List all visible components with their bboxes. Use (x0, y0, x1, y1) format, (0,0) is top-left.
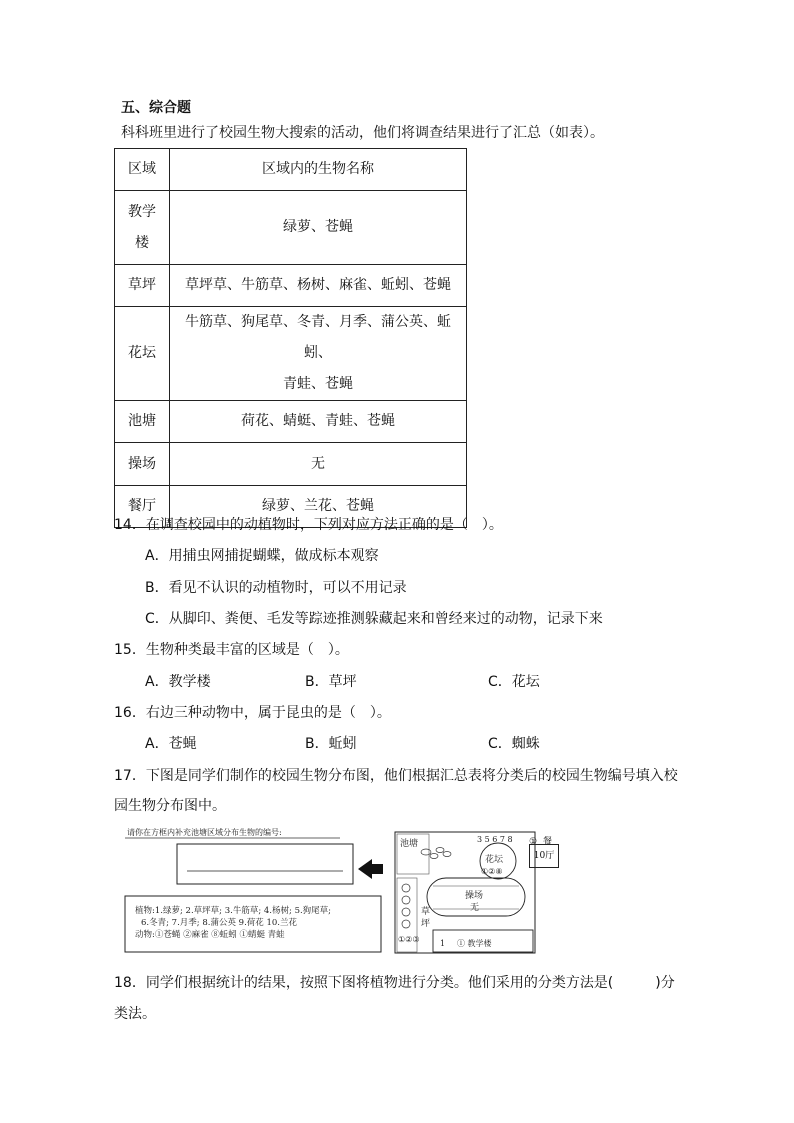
table-cell-area: 花坛 (115, 307, 170, 401)
lawn-animals: ①②③ (398, 935, 420, 944)
canteen-box (529, 844, 559, 868)
table-cell-organisms (170, 307, 467, 401)
table-cell-organisms (170, 265, 467, 307)
table-cell-area: 操场 (115, 443, 170, 486)
table-header-area: 区域 (115, 149, 170, 191)
figure-prompt: 请你在方框内补充池塘区域分布生物的编号: (127, 828, 282, 837)
table-row (115, 401, 467, 443)
legend-plants-2: 6.冬青; 7.月季; 8.蒲公英 9.荷花 10.兰花 (141, 918, 297, 928)
table-cell-area (115, 191, 170, 265)
q14-option-b: B．看见不认识的动植物时，可以不用记录 (145, 580, 407, 596)
question-15: 15．生物种类最丰富的区域是（ ）。 (114, 642, 349, 658)
table-cell-organisms (170, 401, 467, 443)
organism-line: 草坪草、牛筋草、杨树、麻雀、蚯蚓、苍蝇 (185, 277, 451, 293)
organism-line: 青蛙、苍蝇 (283, 376, 353, 392)
answer-box[interactable] (177, 844, 353, 884)
question-18-line2: 类法。 (114, 1006, 156, 1022)
q14-option-c: C．从脚印、粪便、毛发等踪迹推测躲藏起来和曾经来过的动物，记录下来 (145, 611, 603, 627)
left-arrow-icon (358, 859, 383, 879)
question-14: 14．在调查校园中的动植物时，下列对应方法正确的是（ ）。 (114, 517, 503, 533)
canteen-top: 餐 (543, 837, 553, 847)
legend-plants-1: 植物:1.绿萝; 2.草坪草; 3.牛筋草; 4.杨树; 5.狗尾草; (135, 906, 332, 916)
q16-option-b: B．蚯蚓 (305, 736, 357, 752)
table-header-organisms: 区域内的生物名称 (170, 149, 467, 191)
table-cell-area: 草坪 (115, 265, 170, 307)
area-line: 教学 (128, 203, 156, 220)
canteen-animal: ① (529, 837, 538, 847)
q16-option-c: C．蜘蛛 (488, 736, 540, 752)
playground-label: 操场 (465, 891, 484, 901)
flowerbed-animals: ①②⑧ (481, 867, 503, 876)
playground-value: 无 (470, 903, 480, 913)
table-cell-organisms (170, 191, 467, 265)
table-row (115, 443, 467, 486)
area-line: 楼 (135, 234, 149, 251)
organism-line: 绿萝、兰花、苍蝇 (262, 498, 374, 514)
section-title: 五、综合题 (121, 100, 191, 116)
section-intro: 科科班里进行了校园生物大搜索的活动，他们将调查结果进行了汇总（如表）。 (121, 125, 604, 141)
building-label: ① 教学楼 (457, 939, 492, 948)
question-17-line1: 17．下图是同学们制作的校园生物分布图，他们根据汇总表将分类后的校园生物编号填入校 (114, 768, 678, 784)
survey-table (114, 148, 467, 528)
flowerbed-label: 花坛 (485, 855, 504, 865)
legend-animals: 动物:①苍蝇 ②麻雀 ⑧蚯蚓 ①蜻蜓 青蛙 (135, 930, 285, 940)
table-cell-organisms (170, 443, 467, 486)
pond-label: 池塘 (400, 839, 419, 849)
organism-line: 牛筋草、狗尾草、冬青、月季、蒲公英、蚯蚓、 (185, 314, 451, 361)
table-row (115, 191, 467, 265)
q15-option-a: A．教学楼 (145, 674, 211, 690)
question-16: 16．右边三种动物中，属于昆虫的是（ ）。 (114, 705, 391, 721)
question-18-line1: 18．同学们根据统计的结果，按照下图将植物进行分类。他们采用的分类方法是( )分 (114, 975, 675, 991)
organism-line: 绿萝、苍蝇 (283, 219, 353, 235)
organism-line: 荷花、蜻蜓、青蛙、苍蝇 (241, 413, 395, 429)
q16-option-a: A．苍蝇 (145, 736, 197, 752)
table-cell-area: 池塘 (115, 401, 170, 443)
lotus-icon (421, 848, 451, 859)
table-row (115, 265, 467, 307)
tree-icons (402, 884, 410, 928)
table-row (115, 307, 467, 401)
q14-option-a: A．用捕虫网捕捉蝴蝶，做成标本观察 (145, 548, 379, 564)
building-number: 1 (440, 939, 446, 948)
lawn-bottom: 坪 (421, 919, 431, 929)
q15-option-c: C．花坛 (488, 674, 540, 690)
lawn-top: 草 (421, 907, 431, 917)
flowerbed-numbers: 3 5 6 7 8 (477, 835, 513, 844)
question-17-line2: 园生物分布图中。 (114, 798, 226, 814)
q15-option-b: B．草坪 (305, 674, 357, 690)
table-cell-area: 餐厅 (115, 486, 170, 528)
canteen-bottom: 10厅 (533, 851, 555, 861)
table-header-row (115, 149, 467, 191)
organism-line: 无 (311, 455, 325, 472)
